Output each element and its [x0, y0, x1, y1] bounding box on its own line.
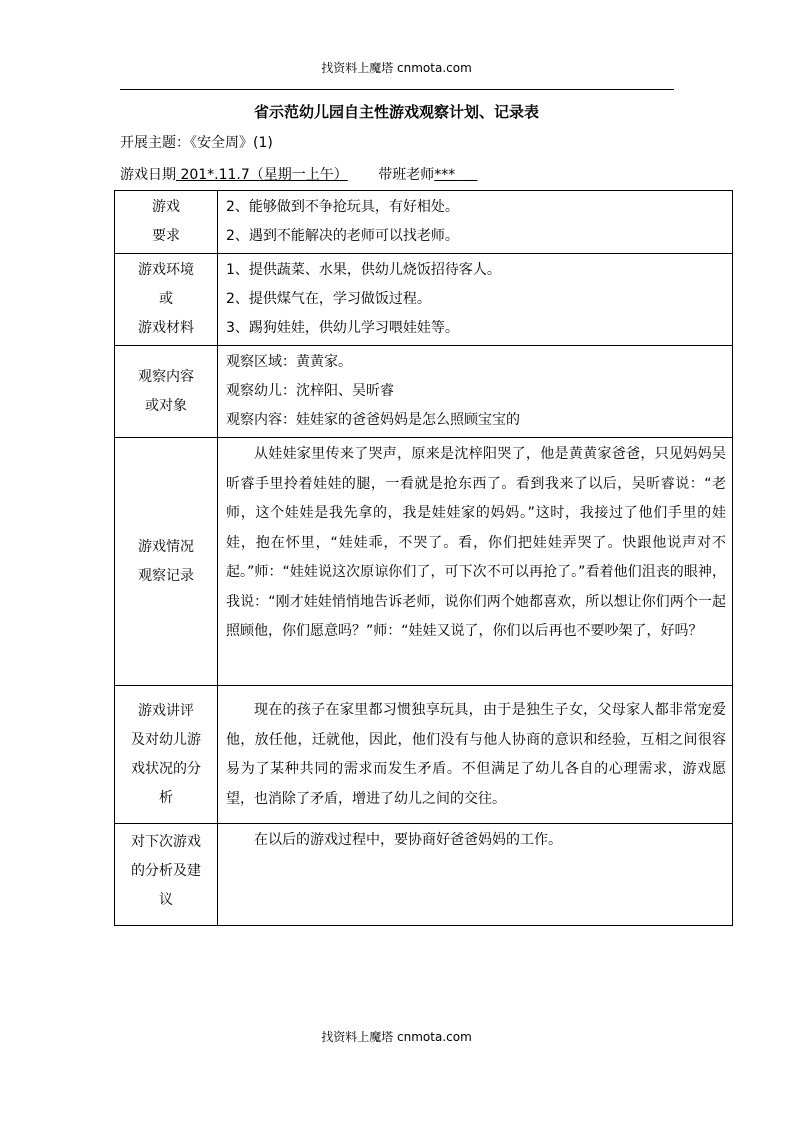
record-content [218, 438, 733, 686]
theme-line: 开展主题：《安全周》(1) [120, 135, 273, 151]
next-label-line: 的分析及建 [131, 863, 201, 879]
evaluation-label-line: 析 [159, 789, 173, 806]
record-paragraph: 从娃娃家里传来了哭声，原来是沈梓阳哭了，他是黄黄家爸爸，只见妈妈吴昕睿手里拎着娃娃的腿，一看就是抢东西了。看到我来了以后，吴昕睿说：“老师，这个娃娃是我先拿的，我是娃娃家的妈妈。”这时，我接过了他们手里的娃娃，抱在怀里，“娃娃乖，不哭了。看，你们把娃娃弄哭了。快跟他说声对不起。”师：“娃娃说这次原谅你们了，可下次不可以再抢了。”看着他们沮丧的眼神，我说：“刚才娃娃悄悄地告诉老师，说你们两个她都喜欢，所以想让你们两个一起照顾他，你们愿意吗？”师：“娃娃又说了，你们以后再也不要吵架了，好吗？ [226, 446, 726, 639]
observation-label [115, 346, 218, 438]
next-label-line: 议 [159, 892, 173, 908]
observation-line: 观察幼儿：沈梓阳、吴昕睿 [226, 383, 394, 399]
next-content [218, 824, 733, 926]
environment-line: 2、提供煤气在，学习做饭过程。 [226, 291, 431, 307]
header-site-text: 找资料上魔塔 cnmota.com [321, 61, 472, 75]
environment-label [115, 254, 218, 346]
next-paragraph: 在以后的游戏过程中，要协商好爸爸妈妈的工作。 [254, 832, 562, 848]
environment-content [218, 254, 733, 346]
environment-label-line: 或 [159, 291, 173, 307]
header-divider [120, 89, 674, 90]
observation-label-line: 观察内容 [138, 368, 194, 385]
requirements-label-line: 游戏 [152, 199, 180, 215]
record-label [115, 438, 218, 686]
record-label-line: 游戏情况 [138, 538, 194, 555]
requirements-line: 2、能够做到不争抢玩具，有好相处。 [226, 199, 459, 215]
requirements-label [115, 191, 218, 254]
requirements-label-line: 要求 [152, 228, 180, 244]
document-title: 省示范幼儿园自主性游戏观察计划、记录表 [253, 103, 539, 121]
teacher-value: *** [434, 167, 460, 183]
record-label-line: 观察记录 [138, 567, 194, 584]
table-row-record [115, 438, 733, 686]
observation-label-line: 或对象 [145, 397, 187, 414]
record-table [114, 190, 733, 926]
table-row-evaluation [115, 686, 733, 824]
date-value: 201*.11.7（星期一上午） [176, 167, 348, 183]
evaluation-paragraph: 现在的孩子在家里都习惯独享玩具，由于是独生子女，父母家人都非常宠爱他，放任他，迁就他，因此，他们没有与他人协商的意识和经验，互相之间很容易为了某种共同的需求而发生矛盾。不但满足了幼儿各自的心理需求，游戏愿望，也消除了矛盾，增进了幼儿之间的交往。 [226, 702, 726, 807]
environment-label-line: 游戏环境 [138, 262, 194, 278]
next-label-line: 对下次游戏 [131, 834, 201, 850]
observation-line: 观察区域：黄黄家。 [226, 354, 352, 370]
environment-label-line: 游戏材料 [138, 320, 194, 336]
environment-line: 3、踢狗娃娃，供幼儿学习喂娃娃等。 [226, 320, 459, 336]
evaluation-label-line: 游戏讲评 [138, 702, 194, 719]
next-label [115, 824, 218, 926]
table-row-observation [115, 346, 733, 438]
evaluation-label [115, 686, 218, 824]
table-row-requirements [115, 191, 733, 254]
environment-line: 1、提供蔬菜、水果，供幼儿烧饭招待客人。 [226, 262, 501, 278]
observation-content [218, 346, 733, 438]
evaluation-content [218, 686, 733, 824]
requirements-content [218, 191, 733, 254]
teacher-label: 带班老师 [378, 167, 435, 183]
requirements-line: 2、遇到不能解决的老师可以找老师。 [226, 228, 459, 244]
table-row-environment [115, 254, 733, 346]
footer-site-text: 找资料上魔塔 cnmota.com [321, 1030, 472, 1044]
table-row-next [115, 824, 733, 926]
evaluation-label-line: 及对幼儿游 [131, 731, 201, 748]
evaluation-label-line: 戏状况的分 [131, 760, 201, 777]
observation-line: 观察内容：娃娃家的爸爸妈妈是怎么照顾宝宝的 [226, 412, 520, 428]
date-line [120, 164, 478, 184]
date-label: 游戏日期 [120, 167, 176, 183]
teacher-underline-pad [460, 167, 478, 183]
